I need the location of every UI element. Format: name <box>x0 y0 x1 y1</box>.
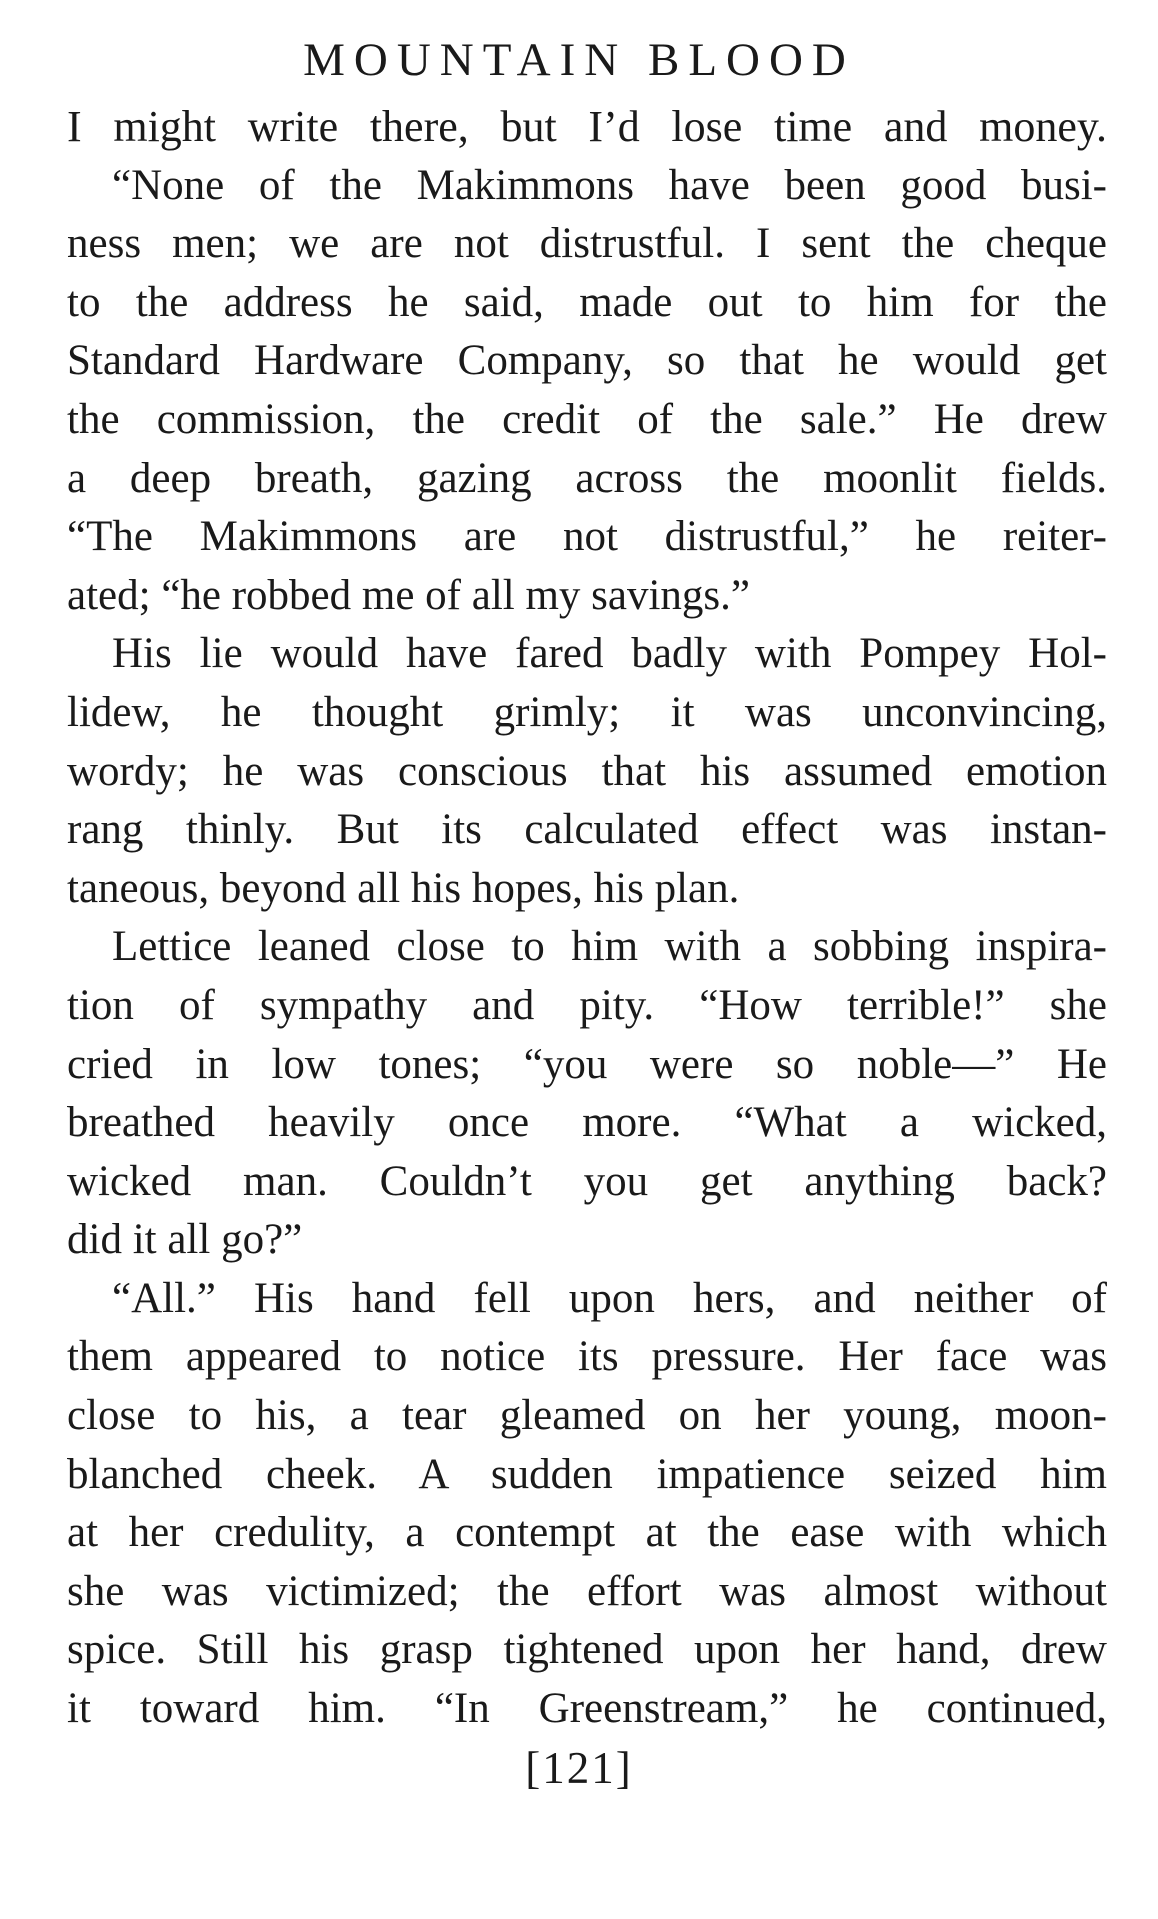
text-line: taneous, beyond all his hopes, his plan. <box>67 864 740 912</box>
text-line: I might write there, but I’d lose time and money. <box>67 102 1107 151</box>
running-head: MOUNTAIN BLOOD <box>303 34 855 86</box>
text-line: wicked man. Couldn’t you get anything back? <box>67 1157 1107 1205</box>
body-text <box>67 98 1107 1739</box>
text-line: them appeared to notice its pressure. Her face was <box>67 1333 1107 1381</box>
text-line: “The Makimmons are not distrustful,” he reiter- <box>67 513 1107 561</box>
page-number: [121] <box>525 1743 633 1793</box>
text-line: spice. Still his grasp tightened upon her hand, drew <box>67 1626 1107 1674</box>
text-line: it toward him. “In Greenstream,” he continued, <box>67 1685 1107 1733</box>
text-line: wordy; he was conscious that his assumed emotion <box>67 747 1107 795</box>
text-line: at her credulity, a contempt at the ease with which <box>67 1509 1107 1557</box>
text-line: “None of the Makimmons have been good busi- <box>112 161 1107 209</box>
text-line: close to his, a tear gleamed on her young, moon- <box>67 1392 1107 1440</box>
text-line: His lie would have fared badly with Pompey Hol- <box>112 630 1107 678</box>
text-line: did it all go?” <box>67 1216 303 1264</box>
text-line: ated; “he robbed me of all my savings.” <box>67 571 751 619</box>
text-line: Standard Hardware Company, so that he would get <box>67 337 1107 385</box>
text-line: “All.” His hand fell upon hers, and neither of <box>112 1274 1107 1322</box>
text-line: the commission, the credit of the sale.” He drew <box>67 395 1107 443</box>
text-line: she was victimized; the effort was almost without <box>67 1567 1107 1615</box>
text-line: a deep breath, gazing across the moonlit fields. <box>67 454 1107 502</box>
text-line: Lettice leaned close to him with a sobbing inspira- <box>112 923 1107 971</box>
text-line: to the address he said, made out to him for the <box>67 278 1107 326</box>
text-line: rang thinly. But its calculated effect was instan- <box>67 806 1107 854</box>
text-line: blanched cheek. A sudden impatience seized him <box>67 1450 1107 1498</box>
text-line: breathed heavily once more. “What a wicked, <box>67 1099 1107 1147</box>
text-line: lidew, he thought grimly; it was unconvincing, <box>67 688 1107 736</box>
text-line: ness men; we are not distrustful. I sent the cheque <box>67 220 1107 268</box>
text-line: cried in low tones; “you were so noble—” He <box>67 1040 1107 1088</box>
text-line: tion of sympathy and pity. “How terrible!” she <box>67 981 1107 1029</box>
